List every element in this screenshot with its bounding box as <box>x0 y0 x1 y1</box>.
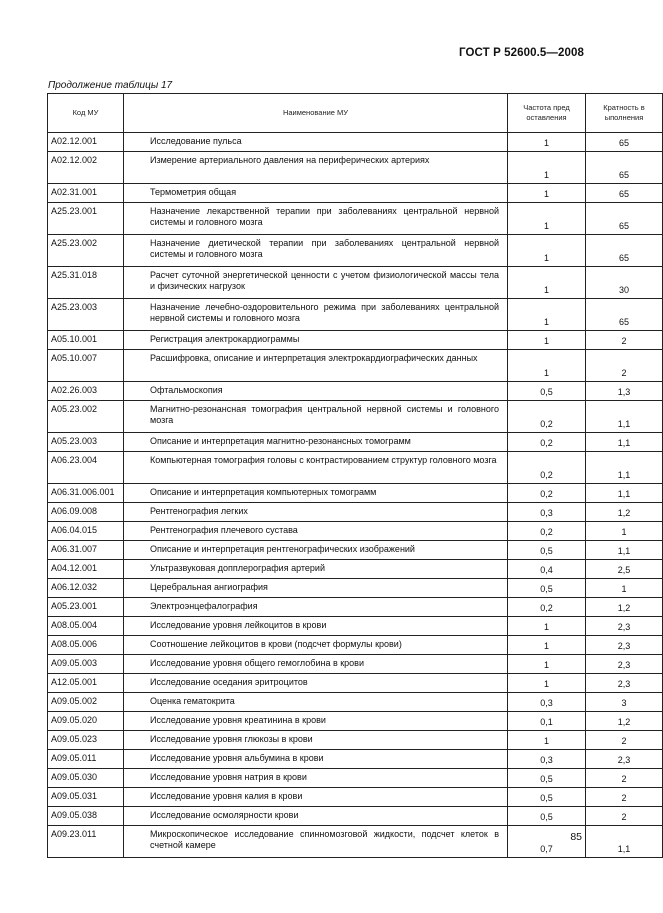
cell-multiplicity: 2 <box>586 731 663 750</box>
cell-name-text: Регистрация электрокардиограммы <box>150 334 300 344</box>
cell-multiplicity: 1,1 <box>586 541 663 560</box>
cell-code: A05.10.007 <box>48 350 124 382</box>
cell-code: A02.31.001 <box>48 184 124 203</box>
table-row <box>48 452 663 484</box>
cell-name-text: Исследование уровня лейкоцитов в крови <box>150 620 327 630</box>
cell-multiplicity: 1,1 <box>586 826 663 858</box>
standard-header: ГОСТ Р 52600.5—2008 <box>459 47 584 59</box>
cell-code: A06.09.008 <box>48 503 124 522</box>
table-row <box>48 299 663 331</box>
cell-frequency: 0,5 <box>508 788 586 807</box>
cell-frequency: 0,3 <box>508 693 586 712</box>
cell-multiplicity: 2 <box>586 807 663 826</box>
cell-code: A08.05.006 <box>48 636 124 655</box>
cell-name <box>124 674 508 693</box>
cell-name <box>124 560 508 579</box>
cell-code: A25.23.001 <box>48 203 124 235</box>
table-row <box>48 731 663 750</box>
table-row <box>48 433 663 452</box>
cell-frequency: 0,2 <box>508 452 586 484</box>
table-row <box>48 350 663 382</box>
cell-name <box>124 826 508 858</box>
table-row <box>48 484 663 503</box>
cell-multiplicity: 30 <box>586 267 663 299</box>
cell-frequency: 1 <box>508 655 586 674</box>
cell-name <box>124 235 508 267</box>
cell-name-text: Исследование уровня общего гемоглобина в крови <box>150 658 364 668</box>
cell-code: A06.31.007 <box>48 541 124 560</box>
table-header-row <box>48 94 663 133</box>
cell-code: A25.31.018 <box>48 267 124 299</box>
cell-name-text: Назначение лечебно-оздоровительного режима при заболеваниях центральной нервной системы и головного мозга <box>150 302 499 323</box>
cell-name-text: Оценка гематокрита <box>150 696 235 706</box>
cell-multiplicity: 2,3 <box>586 674 663 693</box>
cell-name <box>124 750 508 769</box>
cell-multiplicity: 2 <box>586 769 663 788</box>
cell-name-text: Рентгенография легких <box>150 506 248 516</box>
cell-multiplicity: 1,1 <box>586 433 663 452</box>
table-row <box>48 807 663 826</box>
table-row <box>48 152 663 184</box>
cell-name-text: Термометрия общая <box>150 187 237 197</box>
cell-multiplicity: 2,3 <box>586 636 663 655</box>
cell-name <box>124 401 508 433</box>
cell-multiplicity: 1,1 <box>586 484 663 503</box>
cell-multiplicity: 65 <box>586 235 663 267</box>
cell-name-text: Исследование пульса <box>150 136 242 146</box>
cell-code: A02.12.002 <box>48 152 124 184</box>
cell-code: A06.12.032 <box>48 579 124 598</box>
cell-multiplicity: 2 <box>586 788 663 807</box>
cell-name-text: Рентгенография плечевого сустава <box>150 525 298 535</box>
cell-name <box>124 769 508 788</box>
cell-multiplicity: 65 <box>586 203 663 235</box>
services-table <box>47 93 663 858</box>
cell-name <box>124 382 508 401</box>
cell-name-text: Офтальмоскопия <box>150 385 223 395</box>
cell-name-text: Компьютерная томография головы с контрастированием структур головного мозга <box>150 455 497 465</box>
cell-name <box>124 133 508 152</box>
cell-name <box>124 452 508 484</box>
cell-name <box>124 350 508 382</box>
table-row <box>48 750 663 769</box>
cell-name <box>124 731 508 750</box>
cell-multiplicity: 1,2 <box>586 503 663 522</box>
cell-name-text: Назначение лекарственной терапии при заболеваниях центральной нервной системы и головного мозга <box>150 206 499 227</box>
cell-code: A02.26.003 <box>48 382 124 401</box>
cell-code: A06.04.015 <box>48 522 124 541</box>
cell-code: A09.05.038 <box>48 807 124 826</box>
cell-frequency: 1 <box>508 617 586 636</box>
cell-multiplicity: 2,3 <box>586 617 663 636</box>
cell-multiplicity: 2,3 <box>586 655 663 674</box>
cell-multiplicity: 1,1 <box>586 452 663 484</box>
cell-name-text: Исследование уровня калия в крови <box>150 791 303 801</box>
table-row <box>48 382 663 401</box>
table-row <box>48 788 663 807</box>
cell-code: A09.05.002 <box>48 693 124 712</box>
cell-code: A04.12.001 <box>48 560 124 579</box>
table-row <box>48 560 663 579</box>
cell-name-text: Описание и интерпретация рентгенографических изображений <box>150 544 415 554</box>
cell-name-text: Магнитно-резонансная томография центральной нервной системы и головного мозга <box>150 404 499 425</box>
header-code: Код МУ <box>48 94 124 133</box>
cell-name-text: Описание и интерпретация магнитно-резонансных томограмм <box>150 436 411 446</box>
cell-frequency: 0,7 <box>508 826 586 858</box>
table-row <box>48 655 663 674</box>
header-frequency <box>508 94 586 133</box>
cell-frequency: 1 <box>508 267 586 299</box>
cell-multiplicity: 1,2 <box>586 598 663 617</box>
cell-frequency: 1 <box>508 731 586 750</box>
cell-multiplicity: 65 <box>586 133 663 152</box>
cell-frequency: 1 <box>508 203 586 235</box>
cell-name <box>124 655 508 674</box>
cell-name-text: Описание и интерпретация компьютерных томограмм <box>150 487 377 497</box>
cell-frequency: 1 <box>508 299 586 331</box>
cell-code: A02.12.001 <box>48 133 124 152</box>
table-row <box>48 541 663 560</box>
cell-code: A09.05.020 <box>48 712 124 731</box>
cell-frequency: 0,2 <box>508 484 586 503</box>
cell-name-text: Исследование уровня глюкозы в крови <box>150 734 313 744</box>
cell-code: A25.23.003 <box>48 299 124 331</box>
cell-name <box>124 203 508 235</box>
cell-code: A05.23.002 <box>48 401 124 433</box>
cell-frequency: 0,4 <box>508 560 586 579</box>
cell-name-text: Измерение артериального давления на периферических артериях <box>150 155 430 165</box>
cell-name-text: Микроскопическое исследование спинномозговой жидкости, подсчет клеток в счетной камере <box>150 829 499 850</box>
table-row <box>48 184 663 203</box>
cell-code: A09.05.023 <box>48 731 124 750</box>
cell-name-text: Исследование уровня креатинина в крови <box>150 715 326 725</box>
table-row <box>48 331 663 350</box>
table-row <box>48 674 663 693</box>
cell-multiplicity: 1 <box>586 522 663 541</box>
cell-name-text: Расчет суточной энергетической ценности с учетом физиологической массы тела и физических нагрузок <box>150 270 499 291</box>
cell-multiplicity: 1,3 <box>586 382 663 401</box>
cell-code: A09.05.030 <box>48 769 124 788</box>
cell-code: A06.23.004 <box>48 452 124 484</box>
cell-multiplicity: 1,2 <box>586 712 663 731</box>
cell-frequency: 0,1 <box>508 712 586 731</box>
cell-code: A05.23.003 <box>48 433 124 452</box>
table-row <box>48 712 663 731</box>
cell-code: A12.05.001 <box>48 674 124 693</box>
cell-frequency: 1 <box>508 184 586 203</box>
header-name: Наименование МУ <box>124 94 508 133</box>
cell-name <box>124 788 508 807</box>
cell-code: A09.23.011 <box>48 826 124 858</box>
table-row <box>48 203 663 235</box>
cell-name <box>124 693 508 712</box>
cell-name <box>124 433 508 452</box>
table-row <box>48 617 663 636</box>
cell-name-text: Электроэнцефалография <box>150 601 258 611</box>
cell-frequency: 0,5 <box>508 579 586 598</box>
cell-name <box>124 636 508 655</box>
cell-frequency: 0,2 <box>508 522 586 541</box>
table-row <box>48 598 663 617</box>
cell-name <box>124 503 508 522</box>
cell-name <box>124 712 508 731</box>
cell-frequency: 0,2 <box>508 598 586 617</box>
cell-multiplicity: 2,5 <box>586 560 663 579</box>
table-row <box>48 693 663 712</box>
cell-frequency: 1 <box>508 350 586 382</box>
cell-name-text: Ультразвуковая допплерография артерий <box>150 563 325 573</box>
cell-code: A09.05.003 <box>48 655 124 674</box>
header-multiplicity <box>586 94 663 133</box>
cell-code: A05.23.001 <box>48 598 124 617</box>
cell-frequency: 0,5 <box>508 541 586 560</box>
table-row <box>48 401 663 433</box>
cell-name-text: Исследование уровня альбумина в крови <box>150 753 324 763</box>
cell-name <box>124 617 508 636</box>
table-row <box>48 267 663 299</box>
cell-code: A06.31.006.001 <box>48 484 124 503</box>
cell-frequency: 0,5 <box>508 769 586 788</box>
cell-multiplicity: 2 <box>586 331 663 350</box>
table-row <box>48 636 663 655</box>
cell-name-text: Церебральная ангиография <box>150 582 268 592</box>
table-row <box>48 769 663 788</box>
cell-name <box>124 331 508 350</box>
header-frequency-label: Частота предоставления <box>523 103 570 122</box>
cell-frequency: 1 <box>508 235 586 267</box>
cell-frequency: 1 <box>508 133 586 152</box>
table-row <box>48 133 663 152</box>
cell-name <box>124 541 508 560</box>
cell-frequency: 0,5 <box>508 382 586 401</box>
cell-name <box>124 152 508 184</box>
cell-frequency: 0,3 <box>508 503 586 522</box>
cell-multiplicity: 65 <box>586 184 663 203</box>
table-row <box>48 235 663 267</box>
cell-frequency: 0,2 <box>508 433 586 452</box>
table-row <box>48 503 663 522</box>
cell-name-text: Исследование уровня натрия в крови <box>150 772 307 782</box>
cell-name <box>124 522 508 541</box>
cell-name-text: Исследование осмолярности крови <box>150 810 299 820</box>
header-multiplicity-label: Кратность выполнения <box>603 103 645 122</box>
cell-name <box>124 598 508 617</box>
table-row <box>48 579 663 598</box>
cell-multiplicity: 2 <box>586 350 663 382</box>
cell-multiplicity: 1,1 <box>586 401 663 433</box>
cell-name-text: Исследование оседания эритроцитов <box>150 677 308 687</box>
table-row <box>48 522 663 541</box>
cell-code: A05.10.001 <box>48 331 124 350</box>
cell-name-text: Назначение диетической терапии при заболеваниях центральной нервной системы и головного мозга <box>150 238 499 259</box>
cell-code: A25.23.002 <box>48 235 124 267</box>
cell-name <box>124 484 508 503</box>
cell-code: A09.05.031 <box>48 788 124 807</box>
cell-name <box>124 807 508 826</box>
cell-frequency: 1 <box>508 674 586 693</box>
cell-code: A09.05.011 <box>48 750 124 769</box>
cell-multiplicity: 2,3 <box>586 750 663 769</box>
cell-multiplicity: 65 <box>586 152 663 184</box>
cell-frequency: 1 <box>508 636 586 655</box>
cell-frequency: 1 <box>508 331 586 350</box>
cell-name-text: Соотношение лейкоцитов в крови (подсчет формулы крови) <box>150 639 402 649</box>
cell-multiplicity: 65 <box>586 299 663 331</box>
cell-name <box>124 184 508 203</box>
cell-multiplicity: 3 <box>586 693 663 712</box>
cell-frequency: 0,3 <box>508 750 586 769</box>
cell-name <box>124 579 508 598</box>
cell-code: A08.05.004 <box>48 617 124 636</box>
table-caption: Продолжение таблицы 17 <box>48 80 173 91</box>
cell-name <box>124 299 508 331</box>
cell-frequency: 1 <box>508 152 586 184</box>
cell-multiplicity: 1 <box>586 579 663 598</box>
cell-name <box>124 267 508 299</box>
cell-name-text: Расшифровка, описание и интерпретация электрокардиографических данных <box>150 353 478 363</box>
cell-frequency: 0,2 <box>508 401 586 433</box>
cell-frequency: 0,5 <box>508 807 586 826</box>
page-number: 85 <box>570 831 582 843</box>
